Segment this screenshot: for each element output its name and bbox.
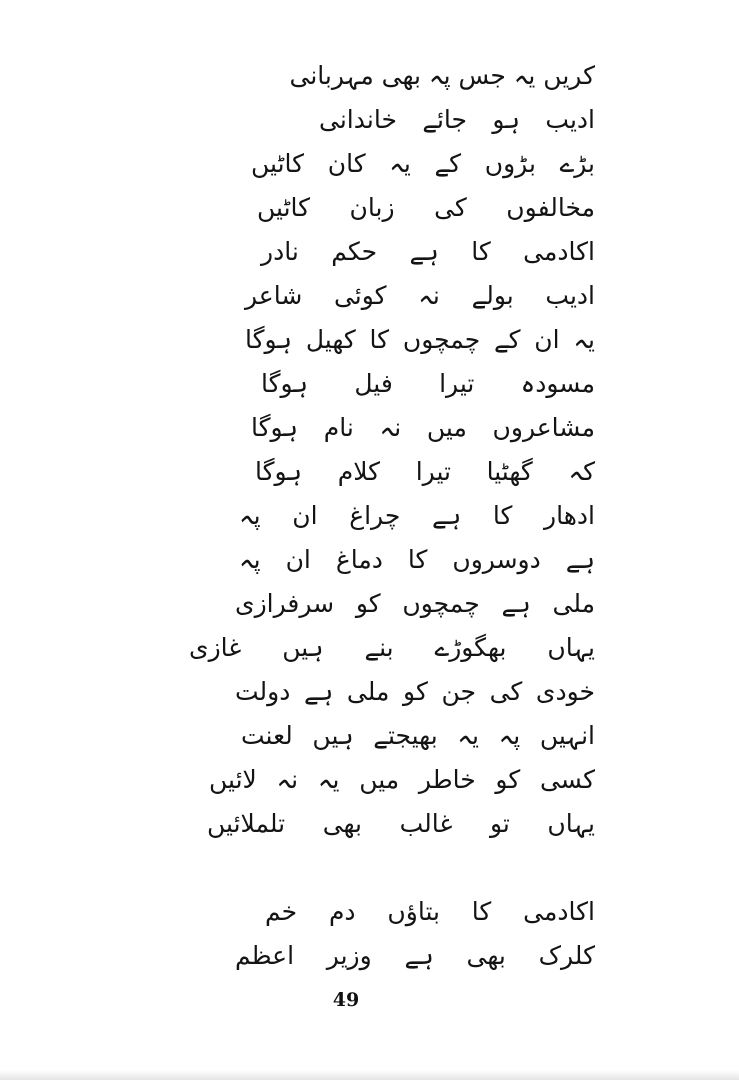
poem-line: انہیں پہ یہ بھیجتے ہیں لعنت: [241, 721, 595, 750]
poem-line: خودی کی جن کو ملی ہے دولت: [235, 677, 595, 706]
poem-text: [189, 54, 595, 978]
poem-line: یہ ان کے چمچوں کا کھیل ہوگا: [245, 325, 595, 354]
poem-line: مسودہ تیرا فیل ہوگا: [261, 369, 595, 398]
poem-line: بڑے بڑوں کے یہ کان کاٹیں: [251, 149, 595, 178]
page-bottom-scan-shadow: [0, 1070, 739, 1080]
poem-line: ادیب بولے نہ کوئی شاعر: [245, 281, 595, 310]
poem-line: مشاعروں میں نہ نام ہوگا: [251, 413, 595, 442]
poem-line: ادھار کا ہے چراغ ان پہ: [239, 501, 595, 530]
poem-line: کریں یہ جس پہ بھی مہربانی: [289, 61, 595, 90]
page-number: 49: [332, 989, 360, 1011]
poem-line: ادیب ہو جائے خاندانی: [319, 105, 595, 134]
poem-line: ہے دوسروں کا دماغ ان پہ: [239, 545, 595, 574]
poem-line: اکادمی کا ہے حکم نادر: [261, 237, 595, 266]
poem-line: کہ گھٹیا تیرا کلام ہوگا: [255, 457, 595, 486]
poem-line: یہاں تو غالب بھی تلملائیں: [207, 809, 595, 838]
stanza: [189, 54, 595, 846]
poem-line: اکادمی کا بتاؤں دم خم: [265, 897, 595, 926]
poem-line: ملی ہے چمچوں کو سرفرازی: [235, 589, 595, 618]
poem-line: مخالفوں کی زبان کاٹیں: [257, 193, 595, 222]
stanza: [189, 890, 595, 978]
poem-line: کسی کو خاطر میں یہ نہ لائیں: [209, 765, 595, 794]
poem-line: یہاں بھگوڑے بنے ہیں غازی: [189, 633, 595, 662]
poem-line: کلرک بھی ہے وزیر اعظم: [235, 941, 595, 970]
